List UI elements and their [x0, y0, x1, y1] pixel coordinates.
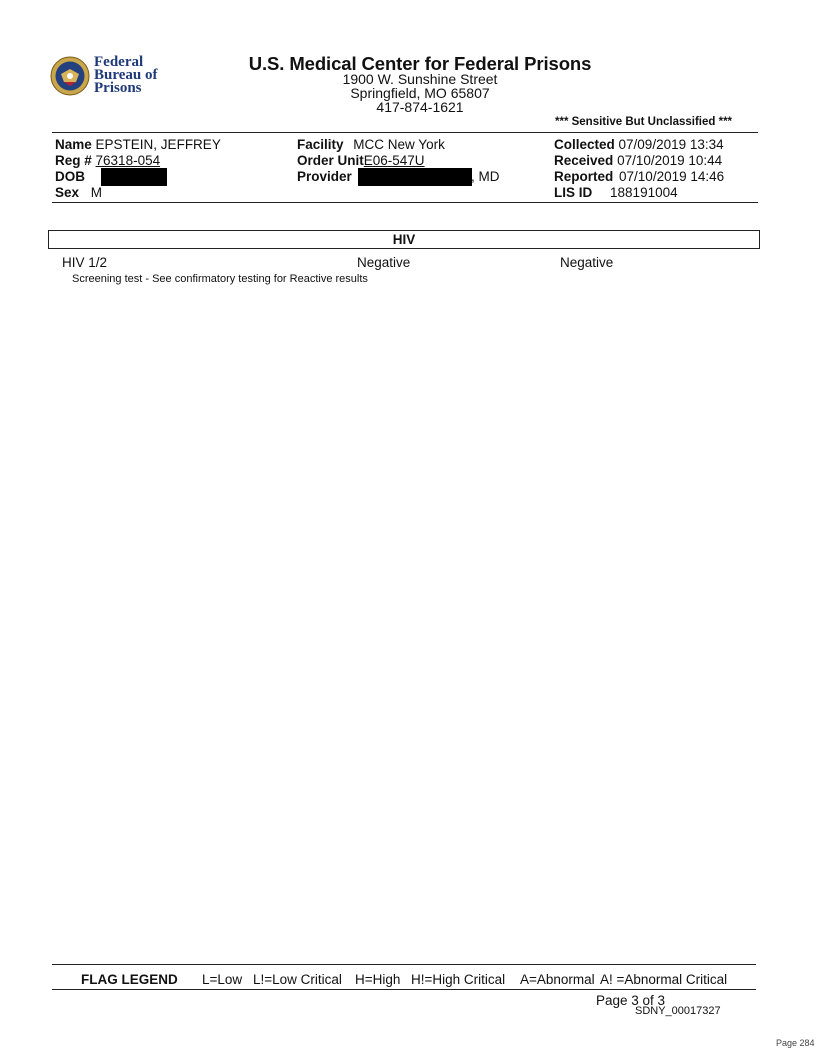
patient-sex-row: [55, 185, 102, 201]
bates-page-number: Page 284: [776, 1038, 815, 1048]
facility-city: Springfield, MO 65807: [350, 85, 490, 101]
section-title: HIV: [392, 232, 416, 247]
logo-line-2: Bureau of: [94, 67, 158, 83]
facility-title: U.S. Medical Center for Federal Prisons: [248, 53, 592, 74]
provider-suffix: , MD: [471, 169, 500, 184]
bop-seal-icon: [50, 56, 90, 96]
provider-label: Provider: [297, 169, 352, 184]
collected-row: [554, 137, 724, 153]
document-id: SDNY_00017327: [635, 1005, 721, 1017]
legend-top-rule: [52, 964, 756, 965]
facility-phone: 417-874-1621: [376, 99, 464, 115]
received-datetime: 07/10/2019 10:44: [617, 153, 723, 168]
sex-label: Sex: [55, 185, 80, 200]
patient-reg-row: [55, 153, 160, 169]
provider-row: [297, 169, 352, 185]
legend-bottom-rule: [52, 989, 756, 990]
logo-wordmark: [94, 56, 157, 95]
reported-row: [554, 169, 724, 185]
test-name: HIV 1/2: [62, 255, 108, 270]
patient-name-row: [55, 137, 221, 153]
logo-line-1: Federal: [94, 54, 144, 70]
reported-label: Reported: [554, 169, 614, 184]
legend-item: H=High: [355, 972, 401, 987]
reported-datetime: 07/10/2019 14:46: [619, 169, 725, 184]
reg-label: Reg #: [55, 153, 92, 168]
facility-label: Facility: [297, 137, 344, 152]
info-divider: [52, 202, 758, 203]
result-note: Screening test - See confirmatory testing for Reactive results: [72, 273, 368, 285]
received-row: [554, 153, 722, 169]
classification-banner: *** Sensitive But Unclassified ***: [555, 116, 733, 128]
test-result: Negative: [357, 255, 411, 270]
legend-item: L=Low: [202, 972, 243, 987]
facility-row: [297, 137, 445, 153]
facility-address: 1900 W. Sunshine Street: [342, 71, 498, 87]
dob-label: DOB: [55, 169, 85, 184]
patient-name: EPSTEIN, JEFFREY: [95, 137, 221, 152]
order-unit-value: E06-547U: [363, 153, 425, 168]
reference-range: Negative: [560, 255, 614, 270]
provider-redaction: [358, 168, 472, 186]
logo-line-3: Prisons: [94, 80, 142, 96]
lis-label: LIS ID: [554, 185, 593, 200]
page-number: Page 3 of 3: [596, 993, 666, 1008]
order-unit-label: Order Unit: [297, 153, 364, 168]
patient-sex: M: [90, 185, 103, 200]
lis-id: 188191004: [610, 185, 678, 200]
patient-dob-row: [55, 169, 85, 185]
section-header-box: [48, 230, 760, 249]
collected-label: Collected: [554, 137, 615, 152]
name-label: Name: [55, 137, 92, 152]
received-label: Received: [554, 153, 614, 168]
facility-name: MCC New York: [353, 137, 445, 152]
legend-item: A=Abnormal: [520, 972, 595, 987]
dob-redaction: [101, 168, 167, 186]
header-divider: [52, 132, 758, 133]
patient-reg-number: 76318-054: [95, 153, 161, 168]
legend-item: L!=Low Critical: [253, 972, 342, 987]
legend-item: H!=High Critical: [411, 972, 506, 987]
legend-item: A! =Abnormal Critical: [600, 972, 728, 987]
collected-datetime: 07/09/2019 13:34: [618, 137, 724, 152]
order-unit-row: [297, 153, 425, 169]
bop-logo: [50, 54, 170, 104]
lis-row: [554, 185, 678, 201]
legend-title: FLAG LEGEND: [81, 972, 178, 987]
